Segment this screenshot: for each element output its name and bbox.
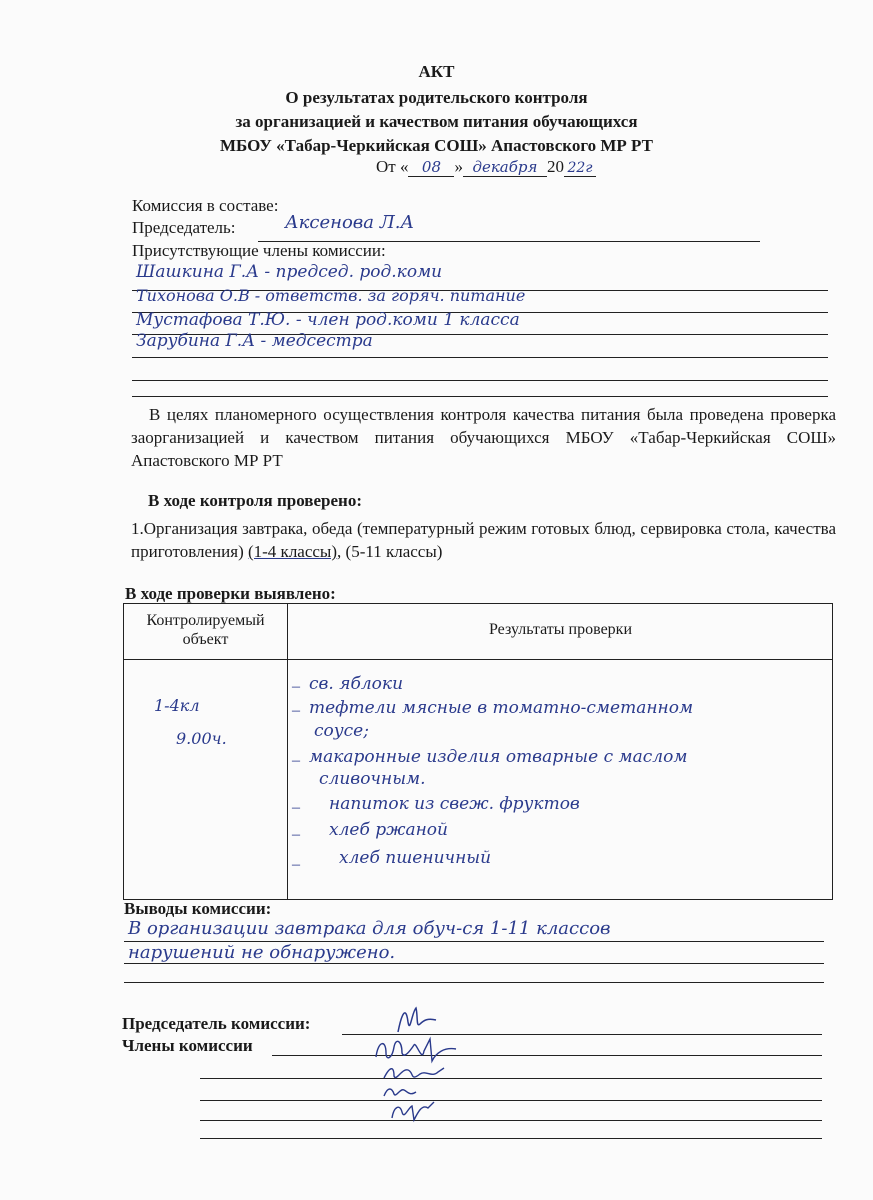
conclusions-heading: Выводы комиссии: [124, 899, 272, 918]
result-dash: – [292, 702, 300, 719]
sign-chair-label: Председатель комиссии: [122, 1014, 311, 1033]
result-item: макаронные изделия отварные с маслом [309, 747, 688, 767]
conclusion-text-2: нарушений не обнаружено. [128, 942, 396, 963]
result-dash: – [292, 856, 300, 873]
date-year-prefix: 20 [546, 157, 564, 176]
chair-label: Председатель: [132, 218, 236, 237]
chair-name: Аксенова Л.А [285, 212, 415, 233]
act-title: АКТ [418, 62, 455, 81]
date-year: 22г [564, 160, 596, 177]
checked-item-grades-b: , (5-11 классы) [337, 542, 443, 561]
date-prefix: От « [376, 157, 409, 176]
commission-label: Комиссия в составе: [132, 196, 279, 215]
sign-members-label: Члены комиссии [122, 1036, 253, 1055]
date-mid: » [454, 157, 463, 176]
sign-members-line-3 [200, 1100, 822, 1101]
object-class: 1-4кл [154, 696, 200, 715]
member-line-4 [132, 357, 828, 358]
member-line-5 [132, 380, 828, 381]
act-date [376, 157, 596, 177]
act-subtitle-1: О результатах родительского контроля [285, 88, 588, 107]
result-dash: – [292, 826, 300, 843]
result-dash: – [292, 752, 300, 769]
col-object-header: Контролируемый объект [146, 612, 265, 648]
member-1: Шашкина Г.А - председ. род.коми [136, 262, 443, 282]
sign-members-line-4 [200, 1120, 822, 1121]
date-day: 08 [408, 158, 454, 177]
findings-heading: В ходе проверки выявлено: [125, 584, 336, 603]
sign-members-line-5 [200, 1138, 822, 1139]
col-results-header: Результаты проверки [488, 621, 632, 638]
result-item: соусе; [314, 721, 369, 741]
act-subtitle-2: за организацией и качеством питания обучающихся [235, 112, 638, 131]
member-2: Тихонова О.В - ответств. за горяч. питание [136, 286, 526, 305]
checked-heading: В ходе контроля проверено: [148, 491, 362, 510]
conclusion-text-1: В организации завтрака для обуч-ся 1-11 классов [128, 918, 611, 939]
member-signature-4 [388, 1098, 438, 1124]
sign-members-line-1 [272, 1055, 822, 1056]
checked-item [131, 517, 836, 563]
result-item: сливочным. [319, 769, 426, 789]
member-line-6 [132, 396, 828, 397]
result-item: св. яблоки [309, 674, 404, 694]
checked-item-text: 1.Организация завтрака, обеда (температурный режим готовых блюд, сервировка стола, качества приготовления) [131, 519, 836, 561]
conclusion-line-2 [124, 963, 824, 964]
result-item: хлеб ржаной [329, 820, 448, 840]
object-time: 9.00ч. [176, 729, 227, 748]
checked-item-grades-a: (1-4 классы) [247, 542, 338, 561]
intro-paragraph: В целях планомерного осуществления контроля качества питания была проведена проверка заорганизацией и качеством питания обучающихся МБОУ «Табар-Черкийская СОШ» Апастовского МР РТ [131, 405, 836, 470]
members-label: Присутствующие члены комиссии: [132, 241, 386, 260]
result-dash: – [292, 678, 300, 695]
date-month: декабря [463, 158, 547, 177]
table-header-divider [124, 659, 832, 660]
result-item: напиток из свеж. фруктов [329, 794, 580, 814]
result-item: хлеб пшеничный [339, 848, 492, 868]
table-column-divider [287, 604, 288, 899]
conclusion-line-3 [124, 982, 824, 983]
findings-table [123, 603, 833, 900]
member-3: Мустафова Т.Ю. - член род.коми 1 класса [136, 310, 520, 330]
sign-members-line-2 [200, 1078, 822, 1079]
result-dash: – [292, 799, 300, 816]
result-item: тефтели мясные в томатно-сметанном [309, 698, 694, 718]
act-subtitle-3: МБОУ «Табар-Черкийская СОШ» Апастовского МР РТ [220, 136, 653, 155]
member-4: Зарубина Г.А - медсестра [136, 331, 373, 351]
